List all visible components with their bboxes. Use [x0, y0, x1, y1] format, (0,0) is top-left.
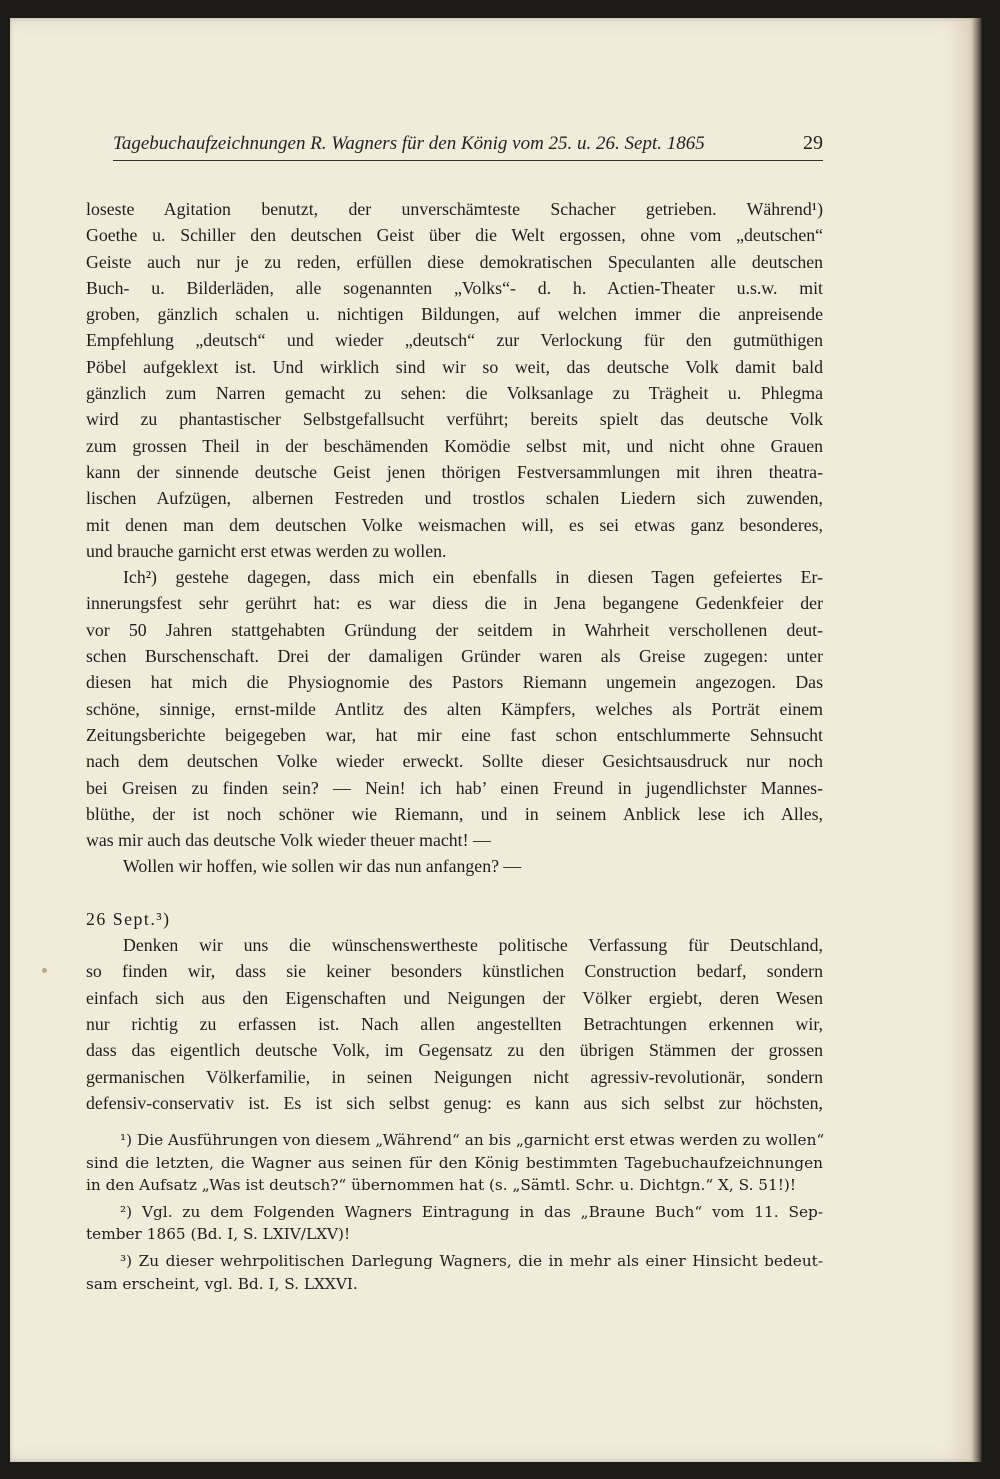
text-line: blüthe, der ist noch schöner wie Riemann, und in seinem Anblick lese ich Alles, [86, 803, 823, 824]
footnote-line: tember 1865 (Bd. I, S. LXIV/LXV)! [86, 1225, 351, 1244]
text-line: Denken wir uns die wünschenswertheste politische Verfassung für Deutschland, [123, 935, 823, 956]
text-line: wird zu phantastischer Selbstgefallsucht verführt; bereits spielt das deutsche Volk [86, 409, 823, 430]
footnote-line: sind die letzten, die Wagner aus seinen für den König bestimmten Tagebuchaufzeichnungen [86, 1153, 823, 1172]
running-header-title: Tagebuchaufzeichnungen R. Wagners für den König vom 25. u. 26. Sept. 1865 [113, 133, 705, 154]
text-line: Buch- u. Bilderläden, alle sogenannten „Volks“- d. h. Actien-Theater u.s.w. mit [86, 277, 823, 298]
footnote-line: ²) Vgl. zu dem Folgenden Wagners Eintragung in das „Braune Buch“ vom 11. Sep- [120, 1202, 823, 1221]
section-date: 26 Sept.³) [86, 908, 171, 929]
text-line: bei Greisen zu finden sein? — Nein! ich hab’ einen Freund in jugendlichster Mannes- [86, 777, 823, 798]
footnotes [86, 1129, 823, 1295]
footnote-line: ¹) Die Ausführungen von diesem „Während“ an bis „garnicht erst etwas werden zu wollen“ [120, 1131, 825, 1149]
text-line: innerungsfest sehr gerührt hat: es war diess die in Jena begangene Gedenkfeier der [86, 593, 823, 614]
text-line: Geiste auch nur je zu reden, erfüllen diese demokratischen Speculanten alle deutschen [86, 251, 823, 272]
text-line: mit denen man dem deutschen Volke weismachen will, es sei etwas ganz besonderes, [86, 514, 823, 535]
text-line: diesen hat mich die Physiognomie des Pastors Riemann ungemein angezogen. Das [86, 672, 823, 693]
page-number: 29 [803, 132, 823, 154]
text-line: schöne, sinnige, ernst-milde Antlitz des alten Kämpfers, welches als Porträt einem [86, 698, 823, 719]
text-line: Wollen wir hoffen, wie sollen wir das nun anfangen? — [123, 856, 522, 877]
text-line: nach dem deutschen Volke wieder erweckt. Sollte dieser Gesichtsausdruck nur noch [86, 751, 823, 772]
text-line: so finden wir, dass sie keiner besonders künstlichen Construction bedarf, sondern [86, 961, 823, 982]
footnote-line: ³) Zu dieser wehrpolitischen Darlegung Wagners, die in mehr als einer Hinsicht bedeut- [120, 1251, 823, 1270]
main-text [86, 196, 823, 1116]
section-gap [86, 880, 823, 906]
text-line: Goethe u. Schiller den deutschen Geist über die Welt ergossen, ohne vom „deutschen“ [86, 225, 823, 246]
text-line: lischen Aufzügen, albernen Festreden und trostlos schalen Liedern sich zuwenden, [86, 488, 823, 509]
text-line: loseste Agitation benutzt, der unverschämteste Schacher getrieben. Während¹) [86, 199, 823, 219]
text-line: groben, gänzlich schalen u. nichtigen Bildungen, auf welchen immer die anpreisende [86, 304, 823, 325]
text-line: Zeitungsberichte beigegeben war, hat mir eine fast schon entschlummerte Sehnsucht [86, 724, 823, 745]
text-line: germanischen Völkerfamilie, in seinen Neigungen nicht agressiv-revolutionär, sondern [86, 1066, 823, 1087]
text-line: dass das eigentlich deutsche Volk, im Gegensatz zu den übrigen Stämmen der grossen [86, 1040, 823, 1061]
running-header [113, 132, 823, 155]
text-line: gänzlich zum Narren gemacht zu sehen: die Volksanlage zu Trägheit u. Phlegma [86, 383, 823, 404]
text-line: einfach sich aus den Eigenschaften und Neigungen der Völker ergiebt, deren Wesen [86, 987, 823, 1008]
text-line: Ich²) gestehe dagegen, dass mich ein ebenfalls in diesen Tagen gefeiertes Er- [123, 567, 823, 588]
text-line: nur richtig zu erfassen ist. Nach allen angestellten Betrachtungen erkennen wir, [86, 1013, 823, 1034]
paper-fleck [42, 968, 47, 973]
text-line: zum grossen Theil in der beschämenden Komödie selbst mit, und nicht ohne Grauen [86, 435, 823, 456]
text-line: schen Burschenschaft. Drei der damaligen Gründer waren als Greise zugegen: unter [86, 646, 823, 667]
text-line: und brauche garnicht erst etwas werden zu wollen. [86, 540, 447, 561]
footnote-line: sam erscheint, vgl. Bd. I, S. LXXVI. [86, 1274, 358, 1293]
header-rule [113, 160, 823, 161]
text-line: Empfehlung „deutsch“ und wieder „deutsch“ zur Verlockung für den gutmüthigen [86, 330, 823, 351]
text-line: defensiv-conservativ ist. Es ist sich selbst genug: es kann aus sich selbst zur höchsten, [86, 1092, 823, 1113]
page-edge-shadow [972, 18, 982, 1462]
text-line: kann der sinnende deutsche Geist jenen thörigen Festversammlungen mit ihren theatra- [86, 461, 823, 482]
text-line: Pöbel aufgeklext ist. Und wirklich sind wir so weit, das deutsche Volk damit bald [86, 356, 823, 377]
text-line: vor 50 Jahren stattgehabten Gründung der seitdem in Wahrheit verschollenen deut- [86, 619, 823, 640]
text-line: was mir auch das deutsche Volk wieder theuer macht! — [86, 830, 491, 851]
footnote-line: in den Aufsatz „Was ist deutsch?“ übernommen hat (s. „Sämtl. Schr. u. Dichtgn.“ X, S. 51!)! [86, 1176, 797, 1195]
